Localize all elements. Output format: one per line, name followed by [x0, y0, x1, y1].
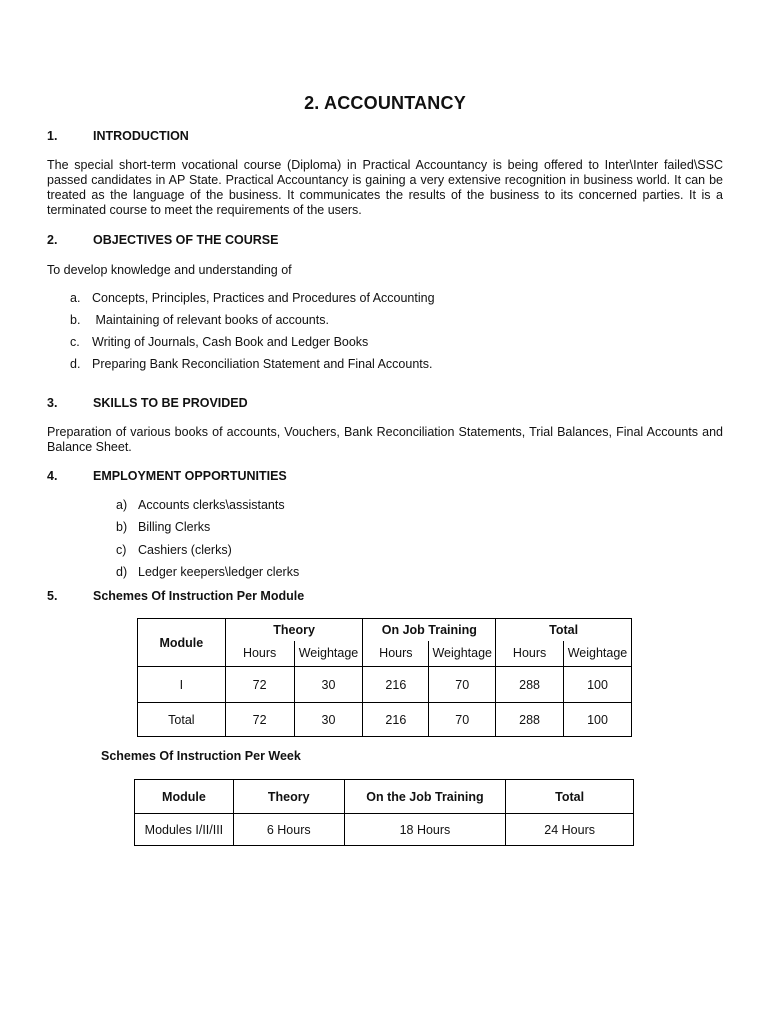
cell: 288	[496, 703, 564, 737]
subheader-weightage: Weightage	[563, 641, 631, 667]
cell: 216	[363, 703, 429, 737]
cell: 70	[429, 667, 496, 703]
cell: 100	[563, 667, 631, 703]
introduction-text: The special short-term vocational course (Diploma) in Practical Accountancy is being offered to Inter\Inter failed\SSC passed candidates in AP State. Practical Accountancy is gaining a very extensive recognition in business world. It can be treated as the language of the business. It communicates the results of the business to its concerned parties. It is a terminated course to meet the requirements of the users.	[47, 158, 723, 217]
section-2-heading	[47, 233, 278, 247]
cell: 72	[225, 667, 294, 703]
subheader-weightage: Weightage	[429, 641, 496, 667]
skills-text: Preparation of various books of accounts, Vouchers, Bank Reconciliation Statements, Trial Balances, Final Accounts and Balance Sheet.	[47, 425, 723, 454]
cell: 100	[563, 703, 631, 737]
cell: 216	[363, 667, 429, 703]
header-total: Total	[496, 619, 632, 641]
table-row	[135, 814, 634, 846]
week-scheme-title: Schemes Of Instruction Per Week	[101, 749, 301, 763]
page-title: 2. ACCOUNTANCY	[304, 93, 466, 113]
header-total: Total	[506, 780, 634, 814]
list-item: a. Concepts, Principles, Practices and Procedures of Accounting	[70, 291, 435, 305]
objectives-intro: To develop knowledge and understanding of	[47, 263, 292, 277]
section-number: 2.	[47, 233, 58, 247]
cell: 24 Hours	[506, 814, 634, 846]
list-item: a) Accounts clerks\assistants	[116, 498, 285, 512]
header-module: Module	[135, 780, 234, 814]
section-5-heading	[47, 589, 304, 603]
section-title: Schemes Of Instruction Per Module	[93, 589, 305, 603]
section-number: 3.	[47, 396, 58, 410]
subheader-hours: Hours	[225, 641, 294, 667]
list-item: c) Cashiers (clerks)	[116, 543, 232, 557]
section-number: 1.	[47, 129, 58, 143]
cell: I	[138, 667, 226, 703]
section-number: 4.	[47, 469, 58, 483]
cell: Total	[138, 703, 226, 737]
section-title: INTRODUCTION	[93, 129, 189, 143]
cell: 72	[225, 703, 294, 737]
cell: 288	[496, 667, 564, 703]
subheader-hours: Hours	[496, 641, 564, 667]
list-item: d) Ledger keepers\ledger clerks	[116, 565, 300, 579]
header-theory: Theory	[225, 619, 363, 641]
header-on-the-job-training: On the Job Training	[344, 780, 506, 814]
section-title: OBJECTIVES OF THE COURSE	[93, 233, 279, 247]
table-row	[138, 703, 632, 737]
module-scheme-table	[137, 618, 632, 737]
list-item: b. Maintaining of relevant books of accounts.	[70, 313, 329, 327]
list-item: d. Preparing Bank Reconciliation Statement and Final Accounts.	[70, 357, 433, 371]
cell: Modules I/II/III	[135, 814, 234, 846]
section-4-heading	[47, 469, 287, 483]
header-on-job-training: On Job Training	[363, 619, 496, 641]
section-title: SKILLS TO BE PROVIDED	[93, 396, 248, 410]
subheader-weightage: Weightage	[294, 641, 363, 667]
header-theory: Theory	[233, 780, 344, 814]
table-row	[138, 667, 632, 703]
section-3-heading	[47, 396, 248, 410]
cell: 6 Hours	[233, 814, 344, 846]
section-number: 5.	[47, 589, 58, 603]
list-item: b) Billing Clerks	[116, 520, 211, 534]
subheader-hours: Hours	[363, 641, 429, 667]
cell: 18 Hours	[344, 814, 506, 846]
cell: 30	[294, 703, 363, 737]
list-item: c. Writing of Journals, Cash Book and Ledger Books	[70, 335, 369, 349]
cell: 70	[429, 703, 496, 737]
section-1-heading	[47, 129, 189, 143]
cell: 30	[294, 667, 363, 703]
section-title: EMPLOYMENT OPPORTUNITIES	[93, 469, 287, 483]
header-module: Module	[138, 619, 226, 667]
week-scheme-table	[134, 779, 634, 846]
